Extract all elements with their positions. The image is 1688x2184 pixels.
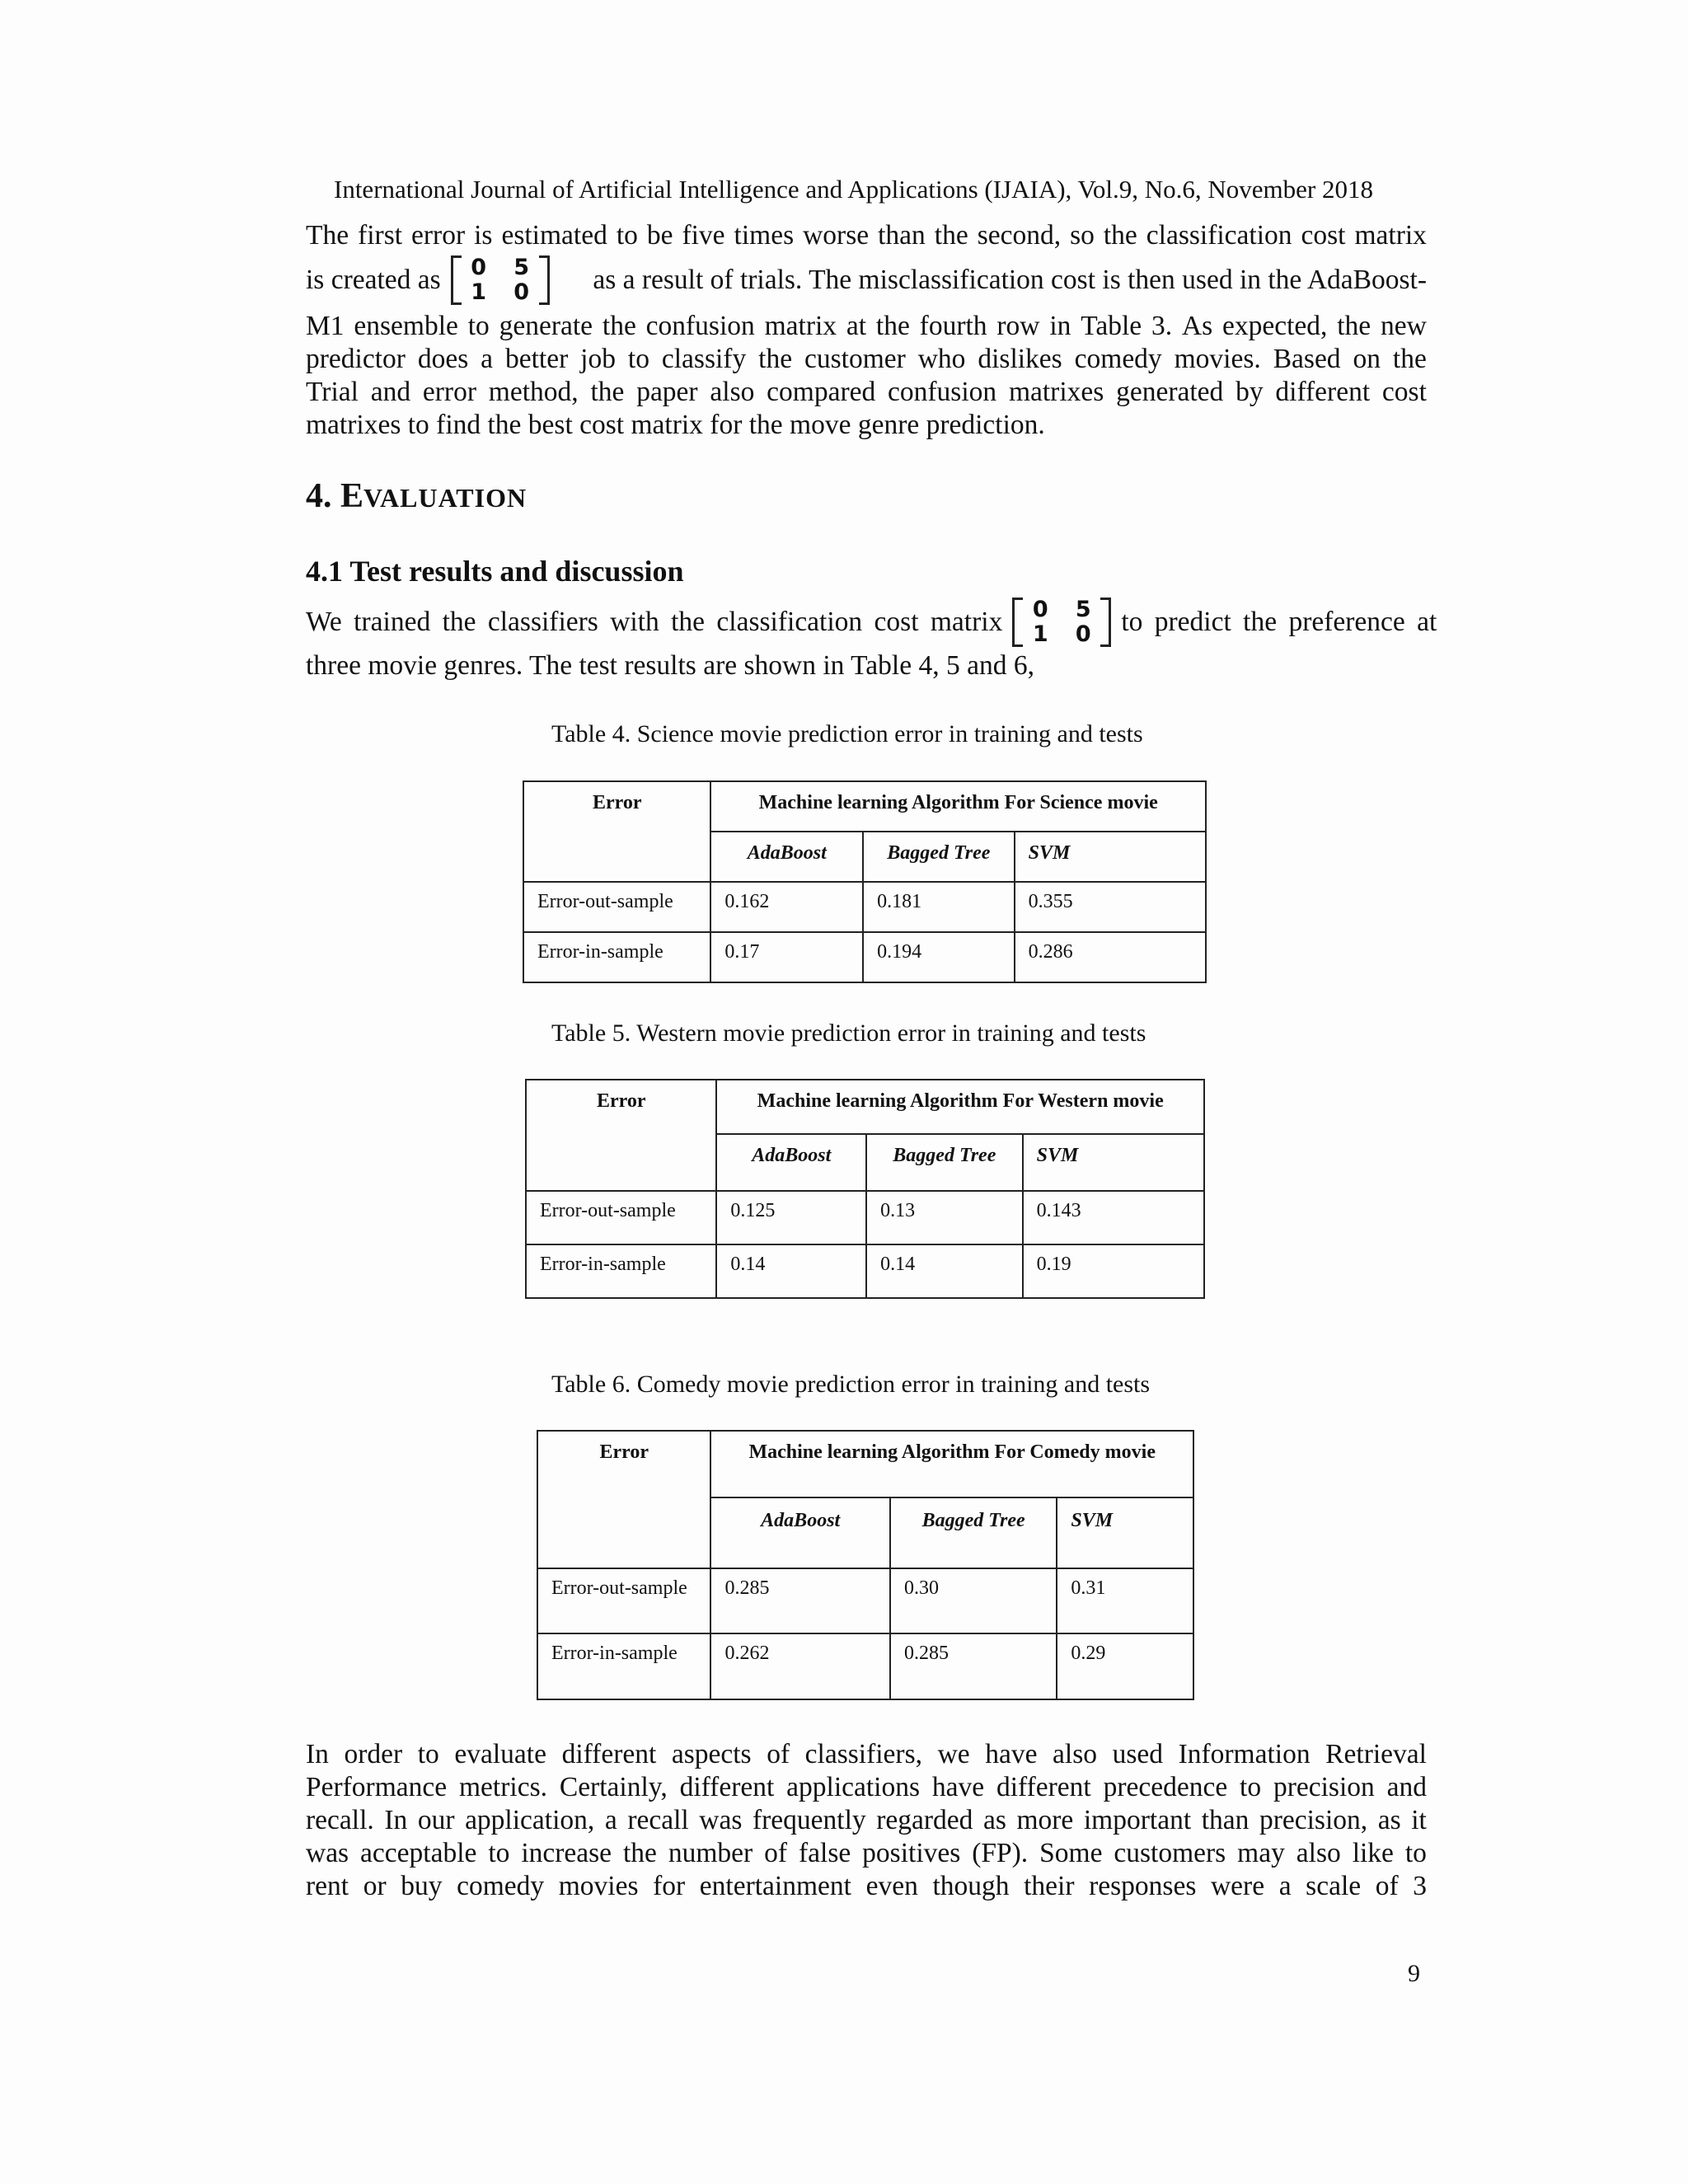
table-4-row-label: Error-in-sample — [523, 932, 710, 982]
table-6-group-header: Machine learning Algorithm For Comedy movie — [710, 1431, 1193, 1497]
table-6-row-label: Error-out-sample — [537, 1568, 710, 1633]
table-6-cell: 0.30 — [890, 1568, 1057, 1633]
table-4-caption: Table 4. Science movie prediction error in training and tests — [551, 720, 1143, 748]
table-6-cell: 0.29 — [1057, 1633, 1193, 1699]
table-5-algo-header: SVM — [1023, 1134, 1204, 1191]
intro-line: predictor does a better job to classify the customer who dislikes comedy movies. Based on the — [306, 344, 1427, 374]
test-line-1 — [306, 593, 1437, 651]
cost-matrix-inline-2 — [1012, 598, 1111, 647]
table-6 — [537, 1430, 1194, 1700]
table-5-cell: 0.125 — [716, 1191, 866, 1244]
table-6-cell: 0.262 — [710, 1633, 889, 1699]
table-5-row-label: Error-out-sample — [526, 1191, 716, 1244]
table-4-algo-header: AdaBoost — [710, 832, 863, 882]
table-4-cell: 0.181 — [863, 882, 1015, 932]
intro-line: M1 ensemble to generate the confusion matrix at the fourth row in Table 3. As expected, the new — [306, 311, 1427, 341]
table-6-cell: 0.285 — [710, 1568, 889, 1633]
table-5 — [525, 1079, 1205, 1299]
table-5-caption: Table 5. Western movie prediction error in training and tests — [551, 1019, 1146, 1047]
table-5-cell: 0.19 — [1023, 1244, 1204, 1298]
section-title-initial: E — [340, 477, 364, 515]
intro-line: matrixes to find the best cost matrix for the move genre prediction. — [306, 410, 1045, 440]
table-6-cell: 0.285 — [890, 1633, 1057, 1699]
matrix-cell: 1 — [1032, 621, 1048, 647]
table-5-algo-header: AdaBoost — [716, 1134, 866, 1191]
table-6-row-label: Error-in-sample — [537, 1633, 710, 1699]
section-heading — [306, 476, 527, 516]
page-number: 9 — [1408, 1960, 1420, 1987]
table-5-cell: 0.13 — [866, 1191, 1023, 1244]
table-4-cell: 0.355 — [1015, 882, 1206, 932]
matrix-cell: 5 — [1075, 597, 1091, 622]
intro-line-2-post: as a result of trials. The misclassification cost is then used in the AdaBoost- — [593, 265, 1427, 295]
table-5-error-header: Error — [526, 1080, 716, 1191]
closing-paragraph — [306, 1738, 1427, 1903]
test-line-2: three movie genres. The test results are shown in Table 4, 5 and 6, — [306, 650, 1034, 681]
intro-rest — [306, 310, 1427, 442]
table-4-row-label: Error-out-sample — [523, 882, 710, 932]
table-6-algo-header: SVM — [1057, 1497, 1193, 1568]
table-4-group-header: Machine learning Algorithm For Science movie — [710, 781, 1206, 832]
intro-line-2-pre: is created as — [306, 265, 441, 295]
table-4-error-header: Error — [523, 781, 710, 882]
intro-line: Trial and error method, the paper also compared confusion matrixes generated by different cost — [306, 377, 1427, 407]
table-5-cell: 0.14 — [866, 1244, 1023, 1298]
closing-line: In order to evaluate different aspects of classifiers, we have also used Information Retrieval — [306, 1739, 1427, 1769]
closing-line: was acceptable to increase the number of false positives (FP). Some customers may also like to — [306, 1838, 1427, 1868]
subsection-heading: 4.1 Test results and discussion — [306, 555, 684, 588]
table-4 — [523, 780, 1207, 983]
table-4-algo-header: SVM — [1015, 832, 1206, 882]
intro-line-2 — [306, 257, 1427, 303]
table-6-caption: Table 6. Comedy movie prediction error in training and tests — [551, 1371, 1151, 1398]
table-4-cell: 0.194 — [863, 932, 1015, 982]
running-header: International Journal of Artificial Intelligence and Applications (IJAIA), Vol.9, No.6, November 2018 — [334, 175, 1373, 204]
closing-line: rent or buy comedy movies for entertainment even though their responses were a scale of 3 — [306, 1871, 1427, 1901]
table-5-cell: 0.143 — [1023, 1191, 1204, 1244]
table-4-cell: 0.162 — [710, 882, 863, 932]
matrix-cell: 0 — [471, 255, 487, 280]
table-4-cell: 0.286 — [1015, 932, 1206, 982]
matrix-cell: 5 — [513, 255, 530, 280]
closing-line: Performance metrics. Certainly, different applications have different precedence to precision and — [306, 1772, 1427, 1802]
section-number: 4. — [306, 477, 332, 515]
table-6-cell: 0.31 — [1057, 1568, 1193, 1633]
test-line-1-pre: We trained the classifiers with the classification cost matrix — [306, 607, 1003, 637]
cost-matrix-inline-1 — [451, 255, 550, 305]
intro-line-1: The first error is estimated to be five times worse than the second, so the classification cost matrix — [306, 220, 1427, 251]
table-6-algo-header: Bagged Tree — [890, 1497, 1057, 1568]
table-5-cell: 0.14 — [716, 1244, 866, 1298]
table-4-algo-header: Bagged Tree — [863, 832, 1015, 882]
test-paragraph — [306, 593, 1437, 682]
table-6-algo-header: AdaBoost — [710, 1497, 889, 1568]
matrix-cell: 0 — [1032, 597, 1048, 622]
matrix-cell: 0 — [1075, 621, 1091, 647]
table-4-cell: 0.17 — [710, 932, 863, 982]
table-5-group-header: Machine learning Algorithm For Western movie — [716, 1080, 1204, 1134]
table-5-algo-header: Bagged Tree — [866, 1134, 1023, 1191]
table-5-row-label: Error-in-sample — [526, 1244, 716, 1298]
closing-line: recall. In our application, a recall was frequently regarded as more important than precision, as it — [306, 1805, 1427, 1835]
matrix-cell: 1 — [471, 279, 487, 305]
section-title-rest: VALUATION — [363, 483, 528, 513]
test-line-1-post: to predict the preference at — [1121, 607, 1437, 637]
table-6-error-header: Error — [537, 1431, 710, 1568]
matrix-cell: 0 — [513, 279, 530, 305]
intro-paragraph — [306, 219, 1427, 442]
